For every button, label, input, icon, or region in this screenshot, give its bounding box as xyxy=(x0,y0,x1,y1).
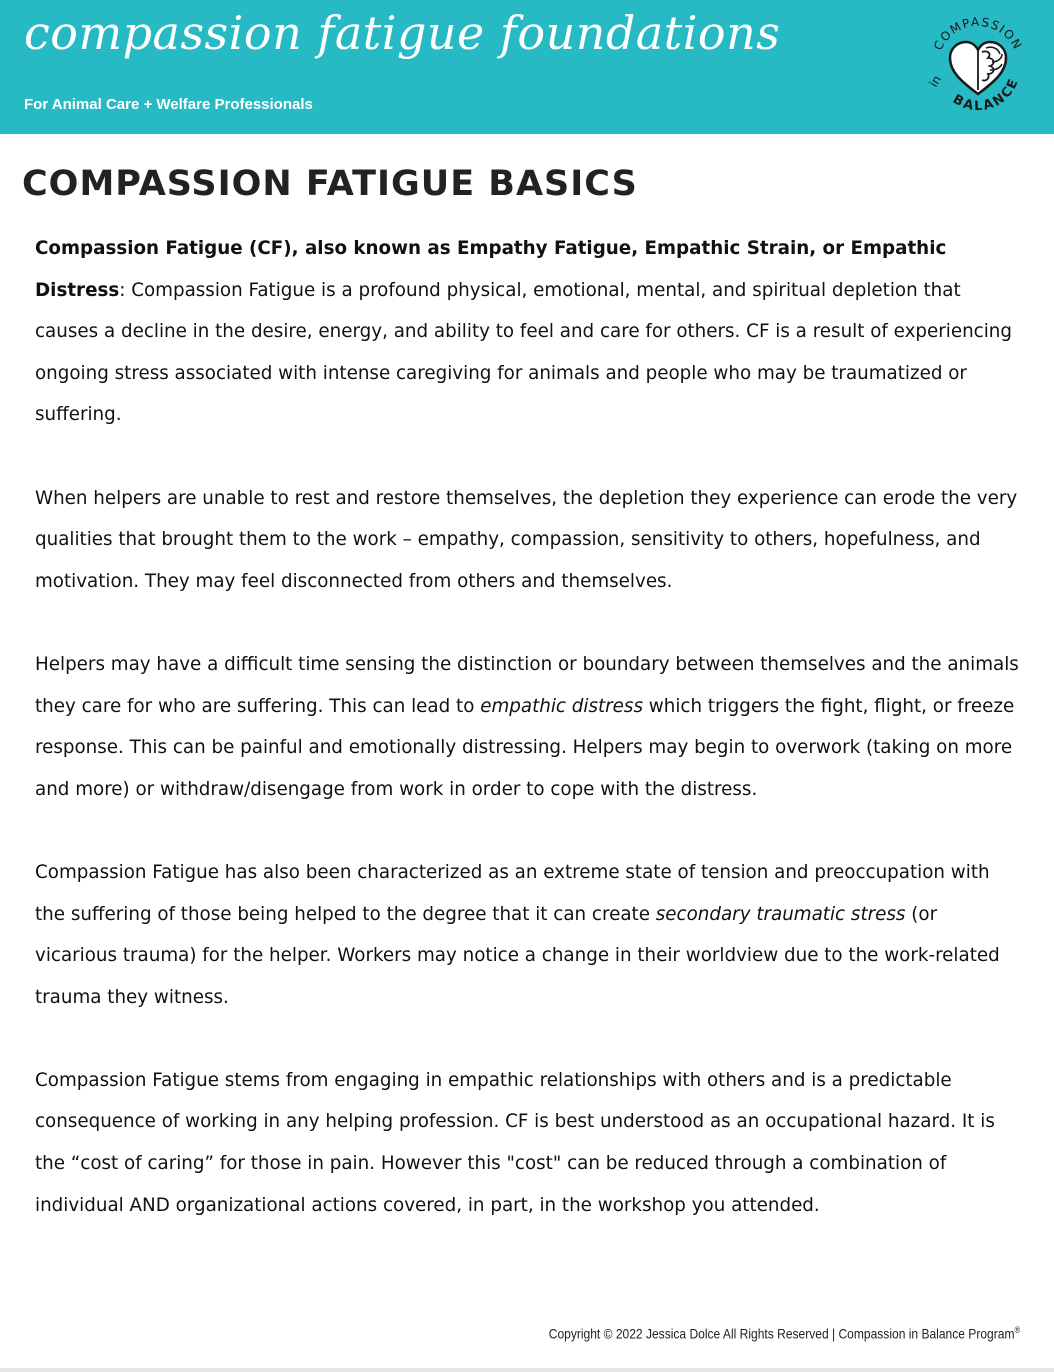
secondary-trauma-term: secondary traumatic stress xyxy=(655,903,906,925)
registered-mark: ® xyxy=(1014,1325,1020,1335)
header-banner xyxy=(0,0,1054,134)
logo-top-text: COMPASSION xyxy=(930,14,1026,53)
page-title: COMPASSION FATIGUE BASICS xyxy=(22,164,638,204)
brand-title: compassion fatigue foundations xyxy=(24,6,781,60)
paragraph-occupational-hazard: Compassion Fatigue stems from engaging in empathic relationships with others and is a predictable consequence of working in any helping profession. CF is best understood as an occupational hazard. It is the “cost of caring” for those in pain. However this "cost" can be reduced through a combination of individual AND organizational actions covered, in part, in the workshop you attended. xyxy=(35,1069,995,1216)
secondary-trauma-text-a: Compassion Fatigue has also been characterized as an extreme state of tension and preoccupation with the suffering of those being helped to the degree that it can create xyxy=(35,861,990,925)
brand-subtitle: For Animal Care + Welfare Professionals xyxy=(24,96,313,113)
cf-definition-term: Compassion Fatigue (CF), also known as Empathy Fatigue, Empathic Strain, or Empathic Distress xyxy=(35,238,947,301)
copyright-footer xyxy=(549,1325,1020,1342)
paragraph-empathic-distress xyxy=(35,644,1020,810)
compassion-in-balance-logo xyxy=(922,8,1034,120)
empathic-distress-text-a: Helpers may have a difficult time sensing the distinction or boundary between themselves and the animals they care for who are suffering. This can lead to xyxy=(35,653,1019,717)
logo-in-text: in xyxy=(926,73,945,90)
secondary-trauma-text-b: (or vicarious trauma) for the helper. Workers may notice a change in their worldview due to the work-related trauma they witness. xyxy=(35,903,1000,1008)
body-content xyxy=(35,228,1020,1226)
paragraph-secondary-trauma xyxy=(35,852,1020,1018)
cf-definition-text: : Compassion Fatigue is a profound physical, emotional, mental, and spiritual depletion that causes a decline in the desire, energy, and ability to feel and care for others. CF is a result of experiencing ongoing stress associated with intense caregiving for animals and people who may be traumatized or suffering. xyxy=(35,279,1013,426)
paragraph-cf-definition xyxy=(35,228,1020,436)
copyright-text: Copyright © 2022 Jessica Dolce All Rights Reserved | Compassion in Balance Program xyxy=(548,1325,1015,1342)
bottom-divider xyxy=(0,1368,1054,1372)
empathic-distress-term: empathic distress xyxy=(480,695,643,717)
paragraph-helpers-depletion: When helpers are unable to rest and restore themselves, the depletion they experience can erode the very qualities that brought them to the work – empathy, compassion, sensitivity to others, hopefulness, and motivation. They may feel disconnected from others and themselves. xyxy=(35,487,1018,592)
logo-bottom-text: BALANCE xyxy=(950,75,1023,115)
heart-brain-icon xyxy=(950,42,1006,94)
empathic-distress-text-b: which triggers the fight, flight, or freeze response. This can be painful and emotionally distressing. Helpers may begin to overwork (taking on more and more) or withdraw/disengage from work in order to cope with the distress. xyxy=(35,695,1015,800)
